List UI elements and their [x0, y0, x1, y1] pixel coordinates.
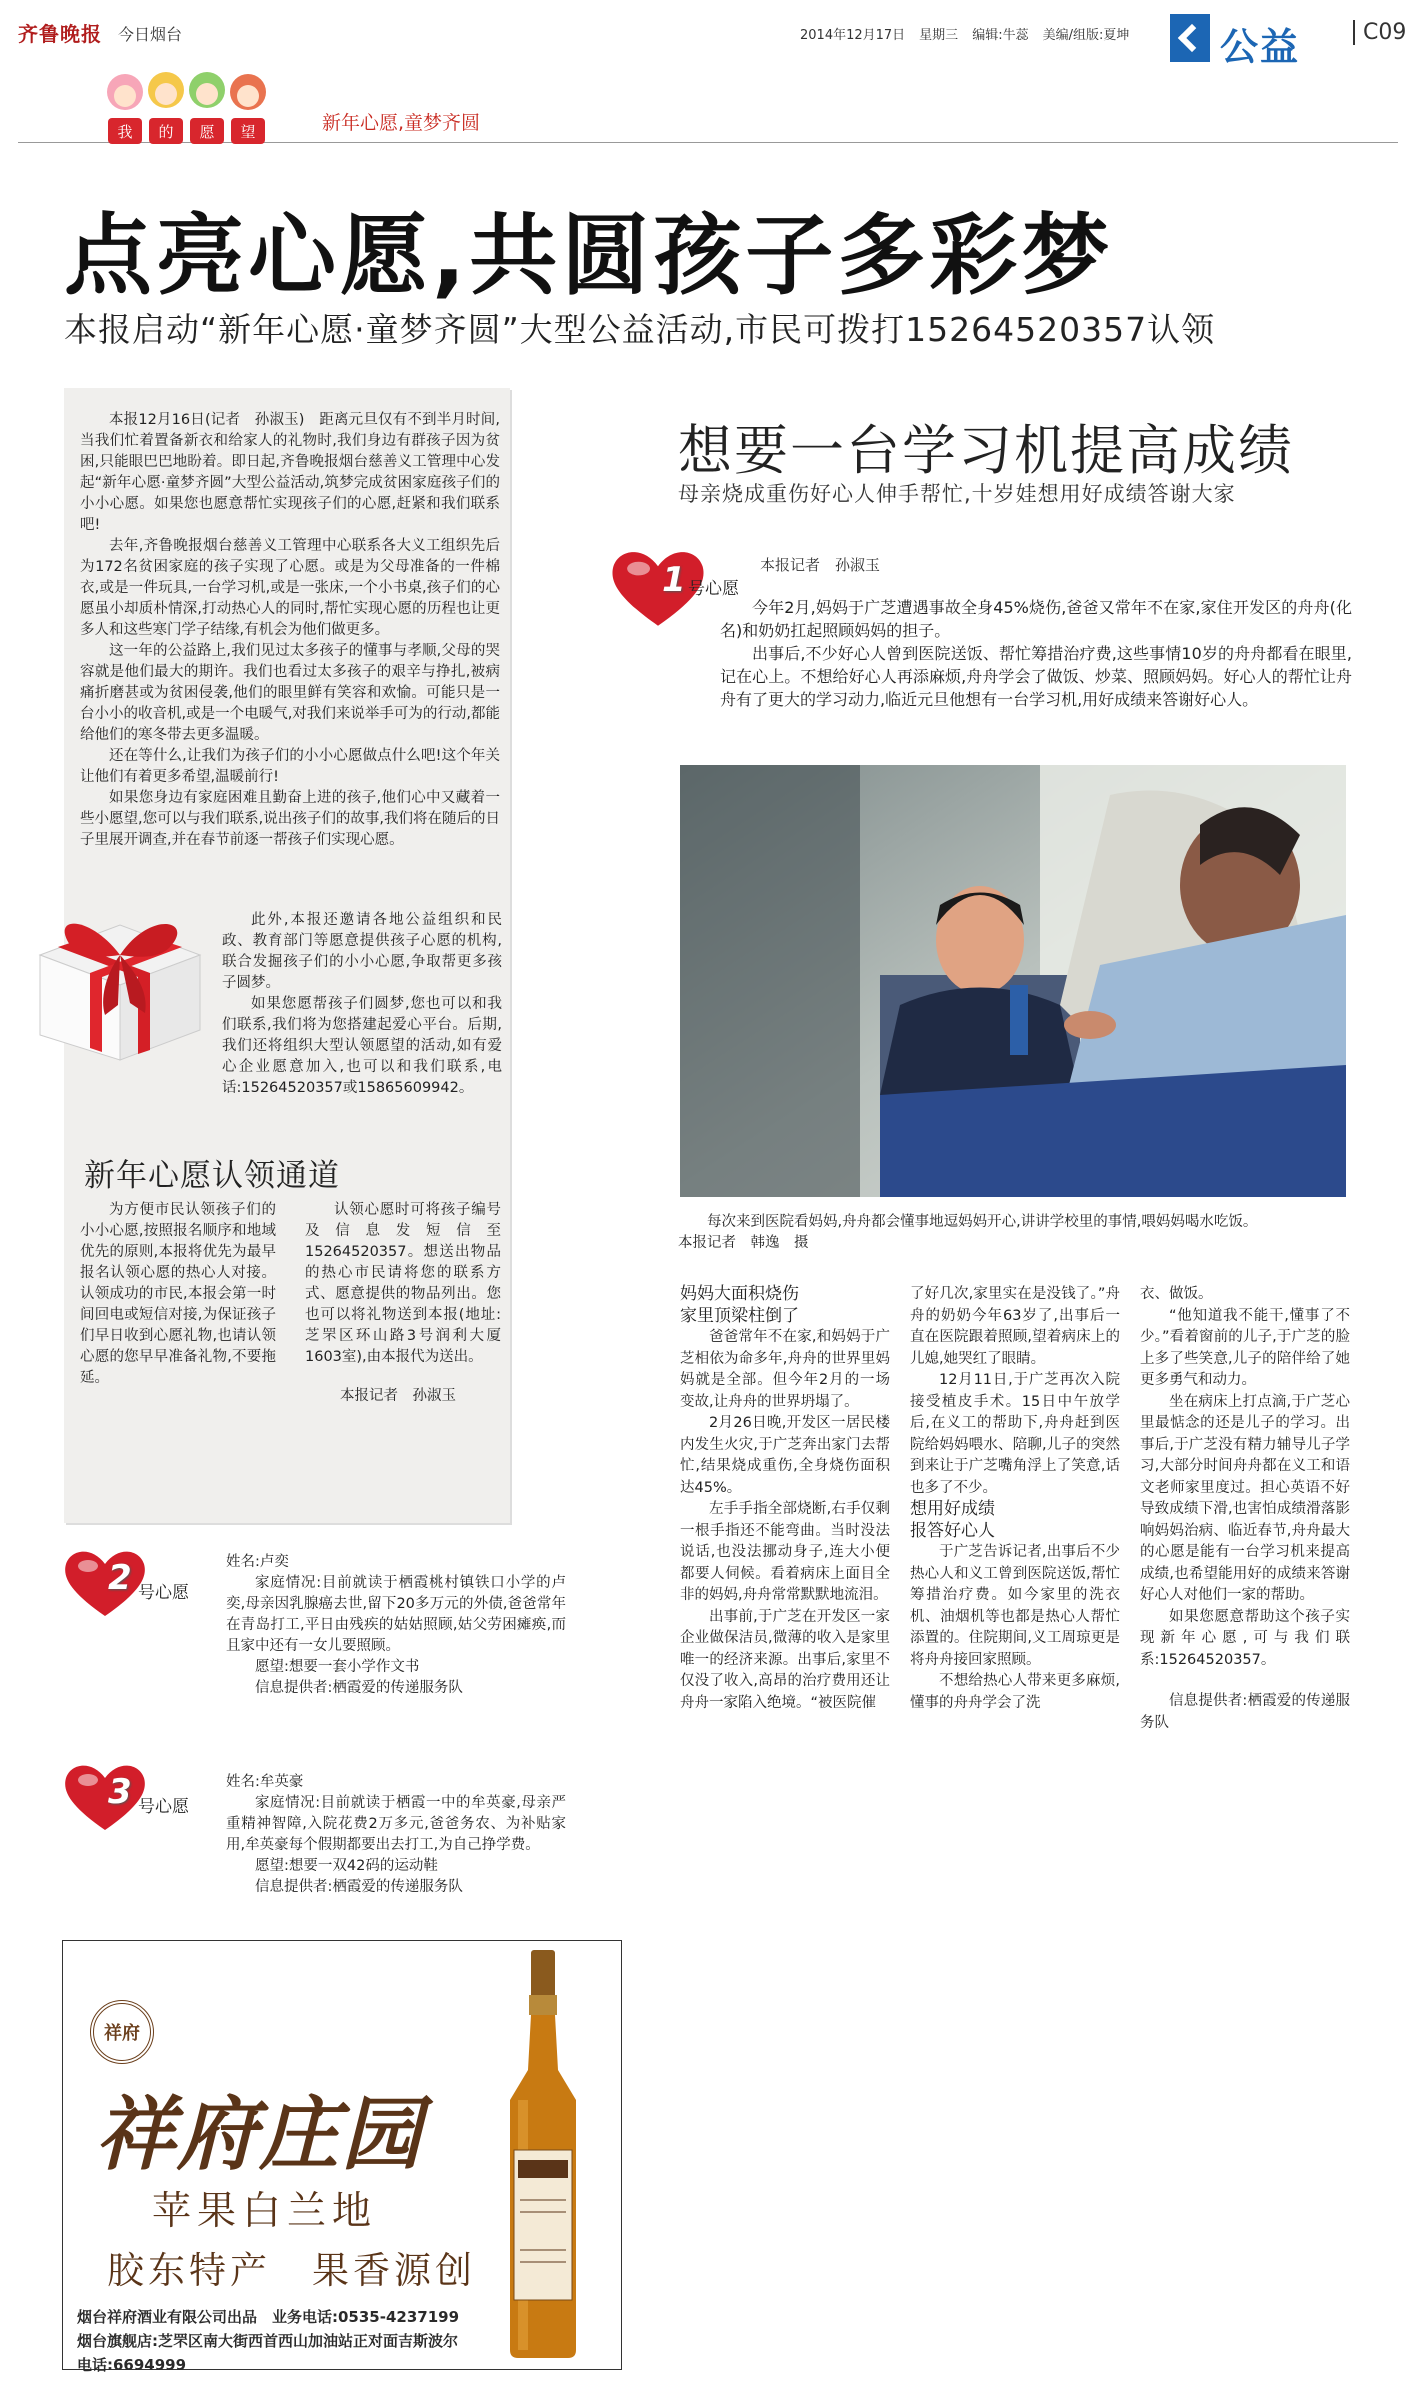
story-paragraph: 左手手指全部烧断,右手仅剩一根手指还不能弯曲。当时没法说话,也没法挪动身子,连大小便都要人伺候。看着病床上面目全非的妈妈,舟舟常常默默地流泪。 [680, 1501, 890, 1603]
wish-number: 1 [662, 560, 686, 600]
claim-channel-heading: 新年心愿认领通道 [84, 1158, 340, 1194]
intro-paragraph: 去年,齐鲁晚报烟台慈善义工管理中心联系各大义工组织先后为172名贫困家庭的孩子实现了心愿。或是为父母准备的一件棉衣,或是一件玩具,一台学习机,或是一张床,一个小书桌,孩子们的心愿虽小却质朴情深,打动热心人的同时,帮忙实现心愿的历程也让更多人和这些寒门学子结缘,有机会为他们做更多。 [80, 538, 500, 638]
story-column [680, 1284, 890, 1714]
lead-paragraph: 出事后,不少好心人曾到医院送饭、帮忙筹措治疗费,这些事情10岁的舟舟都看在眼里,记在心上。不想给好心人再添麻烦,舟舟学会了做饭、炒菜、照顾妈妈。好心人的帮忙让舟舟有了更大的学习动力,临近元旦他想有一台学习机,用好成绩来答谢好心人。 [720, 644, 1352, 709]
story-subheadline: 母亲烧成重伤好心人伸手帮忙,十岁娃想用好成绩答谢大家 [678, 482, 1236, 506]
ad-store-address: 烟台旗舰店:芝罘区南大街西首西山加油站正对面吉斯波尔 [77, 2332, 459, 2350]
story-paragraph: 衣、做饭。 [1140, 1286, 1213, 1302]
ad-slogan: 胶东特产 果香源创 [107, 2249, 476, 2292]
issue-info [800, 24, 1143, 43]
wish-situation: 家庭情况:目前就读于栖霞桃村镇铁口小学的卢奕,母亲因乳腺癌去世,留下20多万元的外债,爸爸常年在青岛打工,平日由残疾的姑姑照顾,姑父劳困瘫痪,而且家中还有一女儿要照顾。 [226, 1575, 566, 1654]
brandy-bottle-image [498, 1950, 588, 2360]
wish-provider: 信息提供者:栖霞爱的传递服务队 [255, 1879, 463, 1895]
art-editor-credit: 美编/组版:夏坤 [1042, 28, 1130, 43]
logo-char: 的 [158, 123, 174, 141]
story-provider: 信息提供者:栖霞爱的传递服务队 [1140, 1693, 1350, 1731]
story-paragraph: “他知道我不能干,懂事了不少。”看着窗前的儿子,于广芝的脸上多了些笑意,儿子的陪伴给了她更多勇气和动力。 [1140, 1307, 1350, 1388]
intro-paragraph: 本报12月16日(记者 孙淑玉) 距离元旦仅有不到半月时间,当我们忙着置备新衣和给家人的礼物时,我们身边有群孩子因为贫困,只能眼巴巴地盼着。即日起,齐鲁晚报烟台慈善义工管理中心发起“新年心愿·童梦齐圆”大型公益活动,筑梦完成贫困家庭孩子们的小小心愿。如果您也愿意帮忙实现孩子们的心愿,赶紧和我们联系吧! [80, 412, 500, 533]
ad-company: 烟台祥府酒业有限公司出品 业务电话:0535-4237199 [77, 2308, 460, 2326]
story-paragraph: 了好几次,家里实在是没钱了。”舟舟的奶奶今年63岁了,出事后一直在医院跟着照顾,望着病床上的儿媳,她哭红了眼睛。 [910, 1286, 1120, 1367]
story-paragraph: 于广芝告诉记者,出事后不少热心人和义工曾到医院送饭,帮忙筹措治疗费。如今家里的洗衣机、油烟机等也都是热心人帮忙添置的。住院期间,义工周琼更是将舟舟接回家照顾。 [910, 1544, 1120, 1668]
section-title: 公益 [1220, 25, 1301, 69]
wish-situation: 家庭情况:目前就读于栖霞一中的牟英豪,母亲严重精神智障,入院花费2万多元,爸爸务农、为补贴家用,牟英豪每个假期都要出去打工,为自己挣学费。 [226, 1795, 566, 1853]
section-name: 今日烟台 [118, 25, 183, 44]
column-subhead: 报答好心人 [910, 1520, 995, 1541]
claim-paragraph: 认领心愿时可将孩子编号及信息发短信至15264520357。想送出物品的热心市民请将您的联系方式、愿意提供的物品列出。您也可以将礼物送到本报(地址:芝罘区环山路3号润利大厦1603室),由本报代为送出。 [305, 1202, 501, 1365]
main-subheadline: 本报启动“新年心愿·童梦齐圆”大型公益活动,市民可拨打15264520357认领 [64, 310, 1216, 349]
wish-desire: 愿望:想要一套小学作文书 [255, 1659, 420, 1675]
claim-reporter: 本报记者 孙淑玉 [340, 1388, 456, 1404]
issue-date: 2014年12月17日 [800, 28, 906, 43]
story-paragraph: 不想给热心人带来更多麻烦,懂事的舟舟学会了洗 [910, 1673, 1120, 1711]
logo-char: 望 [240, 123, 256, 141]
page-number: C09 [1353, 20, 1406, 45]
intro-paragraph: 此外,本报还邀请各地公益组织和民政、教育部门等愿意提供孩子心愿的机构,联合发掘孩子们的小小心愿,争取帮更多孩子圆梦。 [222, 912, 502, 991]
story-column [1140, 1284, 1350, 1734]
caption-text: 每次来到医院看妈妈,舟舟都会懂事地逗妈妈开心,讲讲学校里的事情,喂妈妈喝水吃饭。 [707, 1214, 1258, 1230]
wish-name: 姓名:牟英豪 [226, 1774, 304, 1790]
intro-paragraph: 这一年的公益路上,我们见过太多孩子的懂事与孝顺,父母的哭容就是他们最大的期许。我们也看过太多孩子的艰辛与挣扎,被病痛折磨甚或为贫困侵袭,他们的眼里鲜有笑容和欢愉。可能只是一台小小的收音机,或是一个电暖气,对我们来说举手可为的行动,都能给他们的寒冬带去更多温暖。 [80, 643, 500, 743]
story-paragraph: 2月26日晚,开发区一居民楼内发生火灾,于广芝奔出家门去帮忙,结果烧成重伤,全身烧伤面积达45%。 [680, 1415, 890, 1496]
chevron-left-icon [1170, 14, 1210, 62]
story-paragraph: 如果您愿意帮助这个孩子实现新年心愿,可与我们联系:15264520357。 [1140, 1608, 1350, 1668]
wish-suffix: 号心愿 [688, 579, 739, 599]
column-subhead: 家里顶梁柱倒了 [680, 1305, 799, 1326]
wish-number: 2 [108, 1558, 132, 1598]
intro-paragraph: 还在等什么,让我们为孩子们的小小心愿做点什么吧!这个年关让他们有着更多希望,温暖前行! [80, 748, 500, 785]
story-column [910, 1284, 1120, 1714]
story-paragraph: 坐在病床上打点滴,于广芝心里最惦念的还是儿子的学习。出事后,于广芝没有精力辅导儿子学习,大部分时间舟舟都在义工和语文老师家里度过。担心英语不好导致成绩下滑,也害怕成绩滑落影响妈妈治病、临近春节,舟舟最大的心愿是能有一台学习机来提高成绩,也希望能用好的成绩来答谢好心人对他们一家的帮助。 [1140, 1393, 1350, 1603]
story-paragraph: 12月11日,于广芝再次入院接受植皮手术。15日中午放学后,在义工的帮助下,舟舟赶到医院给妈妈喂水、陪聊,儿子的突然到来让于广芝嘴角浮上了笑意,话也多了不少。 [910, 1372, 1120, 1496]
wish-2-details [226, 1552, 566, 1699]
column-subhead: 想用好成绩 [910, 1499, 995, 1519]
wish-desire: 愿望:想要一双42码的运动鞋 [255, 1858, 438, 1874]
story-lead [720, 596, 1352, 711]
issue-weekday: 星期三 [919, 28, 959, 43]
masthead-logo: 齐鲁晚报 [18, 22, 102, 46]
claim-column [305, 1200, 501, 1368]
column-subhead: 妈妈大面积烧伤 [680, 1284, 799, 1304]
claim-column [80, 1200, 276, 1389]
intro-article [80, 410, 500, 851]
wish-3-details [226, 1772, 566, 1898]
story-reporter: 本报记者 孙淑玉 [760, 556, 881, 574]
wish-suffix: 号心愿 [138, 1797, 189, 1817]
intro-paragraph: 如果您身边有家庭困难且勤奋上进的孩子,他们心中又藏着一些小愿望,您可以与我们联系,说出孩子们的故事,我们将在随后的日子里展开调查,并在春节前逐一帮孩子们实现心愿。 [80, 790, 500, 848]
story-paragraph: 出事前,于广芝在开发区一家企业做保洁员,微薄的收入是家里唯一的经济来源。出事后,家里不仅没了收入,高昂的治疗费用还让舟舟一家陷入绝境。“被医院催 [680, 1608, 890, 1711]
wish-name: 姓名:卢奕 [226, 1554, 289, 1570]
heart-icon [62, 1548, 148, 1618]
ad-brand-name: 祥府庄园 [95, 2087, 423, 2181]
campaign-tagline: 新年心愿,童梦齐圆 [322, 112, 481, 134]
logo-char: 我 [117, 123, 133, 141]
wish-suffix: 号心愿 [138, 1583, 189, 1603]
story-paragraph: 爸爸常年不在家,和妈妈于广芝相依为命多年,舟舟的世界里妈妈就是全部。但今年2月的一场变故,让舟舟的世界坍塌了。 [680, 1329, 890, 1410]
story-headline: 想要一台学习机提高成绩 [678, 419, 1294, 482]
editor-credit: 编辑:牛蕊 [972, 28, 1029, 43]
wish-provider: 信息提供者:栖霞爱的传递服务队 [255, 1680, 463, 1696]
photo-credit: 本报记者 韩逸 摄 [678, 1235, 809, 1251]
brand-seal: 祥府 [90, 2000, 154, 2064]
wish-number: 3 [108, 1772, 132, 1812]
campaign-kids-logo [100, 60, 280, 150]
ad-phone: 电话:6694999 [77, 2356, 187, 2374]
hospital-photo [680, 765, 1346, 1197]
main-headline: 点亮心愿,共圆孩子多彩梦 [64, 204, 1114, 307]
intro-article-narrow [222, 910, 502, 1099]
logo-char: 愿 [199, 123, 215, 141]
gift-box-icon [10, 885, 220, 1065]
ad-product-name: 苹果白兰地 [152, 2189, 378, 2234]
photo-caption [678, 1212, 1358, 1254]
claim-paragraph: 为方便市民认领孩子们的小小心愿,按照报名顺序和地域优先的原则,本报将优先为最早报名认领心愿的热心人对接。认领成功的市民,本报会第一时间回电或短信对接,为保证孩子们早日收到心愿礼物,也请认领心愿的您早早准备礼物,不要拖延。 [80, 1202, 276, 1386]
intro-paragraph: 如果您愿帮孩子们圆梦,您也可以和我们联系,我们将为您搭建起爱心平台。后期,我们还将组织大型认领愿望的活动,如有爱心企业愿意加入,也可以和我们联系,电话:15264520357或15865609942。 [222, 996, 502, 1096]
lead-paragraph: 今年2月,妈妈于广芝遭遇事故全身45%烧伤,爸爸又常年不在家,家住开发区的舟舟(化名)和奶奶扛起照顾妈妈的担子。 [720, 598, 1352, 640]
heart-icon [62, 1762, 148, 1832]
